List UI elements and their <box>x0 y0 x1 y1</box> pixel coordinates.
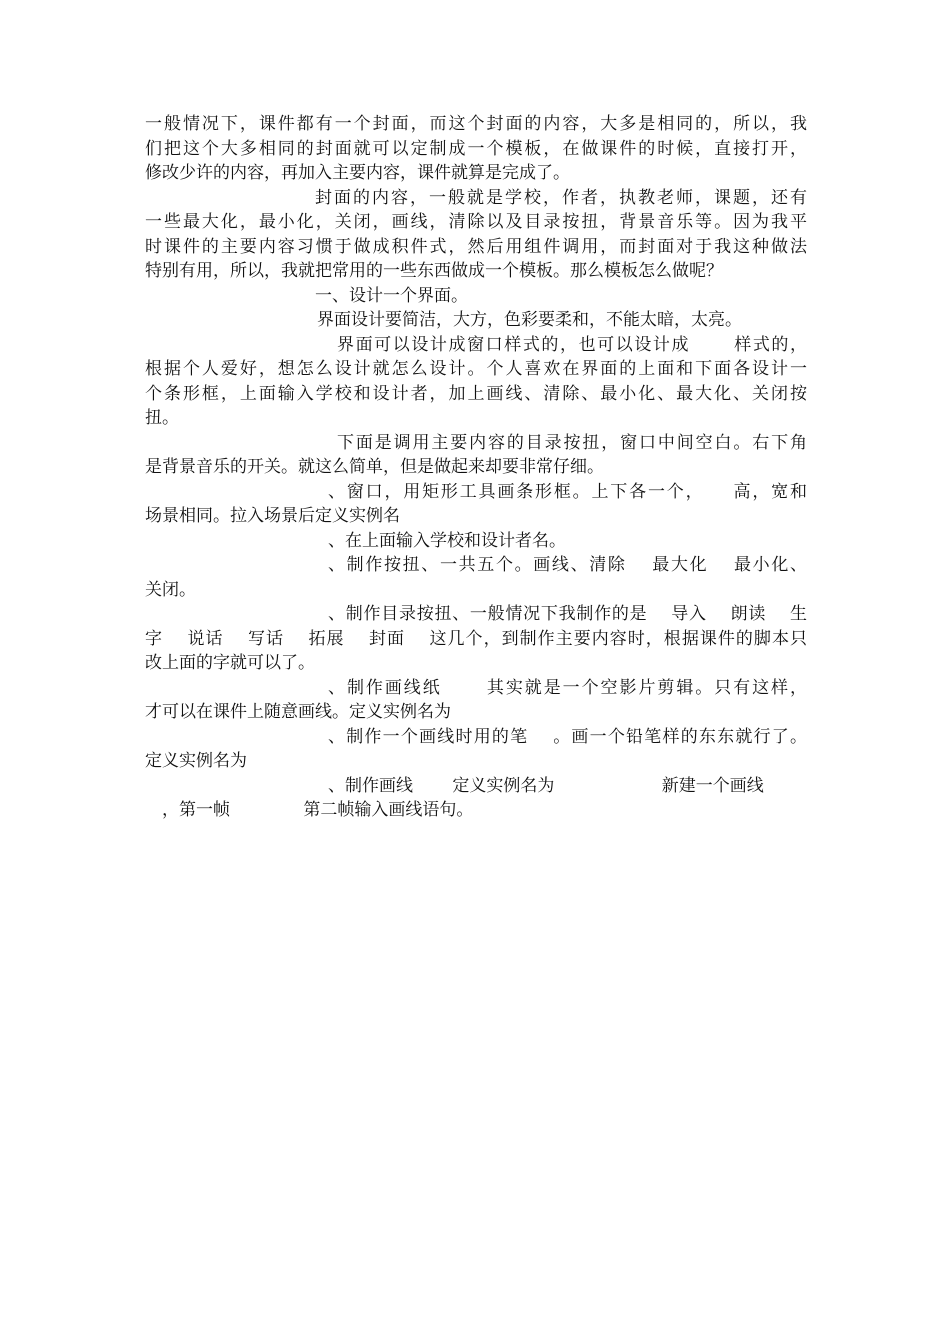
step-line: 、制作画线纸 其实就是一个空影片剪辑。只有这样， <box>328 677 807 698</box>
document-body <box>145 112 807 823</box>
step-line: 、制作画线 定义实例名为 新建一个画线 <box>328 775 764 796</box>
paragraph-line: 特别有用，所以，我就把常用的一些东西做成一个模板。那么模板怎么做呢？ <box>145 261 723 281</box>
paragraph-line: 定义实例名为 <box>145 751 247 771</box>
paragraph-line: 才可以在课件上随意画线。定义实例名为 <box>145 702 451 722</box>
step-line: 、在上面输入学校和设计者名。 <box>328 530 566 551</box>
paragraph-line: 字 说话 写话 拓展 封面 这几个，到制作主要内容时，根据课件的脚本只 <box>145 628 807 649</box>
paragraph-line: 扭。 <box>145 408 179 428</box>
paragraph-line: 们把这个大多相同的封面就可以定制成一个模板，在做课件的时候，直接打开， <box>145 138 807 159</box>
paragraph-line: 界面可以设计成窗口样式的，也可以设计成 样式的， <box>337 334 807 355</box>
paragraph-line: 下面是调用主要内容的目录按扭，窗口中间空白。右下角 <box>337 432 807 453</box>
step-line: 、制作按扭、一共五个。画线、清除 最大化 最小化、 <box>328 555 807 575</box>
step-line: 、窗口，用矩形工具画条形框。上下各一个， 高，宽和 <box>328 481 807 502</box>
paragraph-line: 是背景音乐的开关。就这么简单，但是做起来却要非常仔细。 <box>145 457 604 477</box>
step-line: 、制作目录按扭、一般情况下我制作的是 导入 朗读 生 <box>328 604 807 624</box>
paragraph-line: 一些最大化，最小化，关闭，画线，清除以及目录按扭，背景音乐等。因为我平 <box>145 212 807 232</box>
paragraph-line: 关闭。 <box>145 579 196 600</box>
paragraph-line: 根据个人爱好，想怎么设计就怎么设计。个人喜欢在界面的上面和下面各设计一 <box>145 359 807 379</box>
paragraph-line: 改上面的字就可以了。 <box>145 653 315 673</box>
paragraph-line: ，第一帧 第二帧输入画线语句。 <box>145 800 474 820</box>
paragraph-line: 个条形框，上面输入学校和设计者，加上画线、清除、最小化、最大化、关闭按 <box>145 383 807 404</box>
paragraph-line: 一般情况下，课件都有一个封面，而这个封面的内容，大多是相同的，所以，我 <box>145 114 807 134</box>
section-heading: 一、设计一个界面。 <box>315 285 468 306</box>
paragraph-line: 修改少许的内容，再加入主要内容，课件就算是完成了。 <box>145 163 570 183</box>
paragraph-line: 界面设计要简洁，大方，色彩要柔和，不能太暗，太亮。 <box>317 310 742 330</box>
paragraph-line: 时课件的主要内容习惯于做成积件式，然后用组件调用，而封面对于我这种做法 <box>145 236 807 257</box>
step-line: 、制作一个画线时用的笔 。画一个铅笔样的东东就行了。 <box>328 726 807 747</box>
paragraph-line: 场景相同。拉入场景后定义实例名 <box>145 506 400 526</box>
paragraph-line: 封面的内容，一般就是学校，作者，执教老师，课题，还有 <box>315 187 807 208</box>
